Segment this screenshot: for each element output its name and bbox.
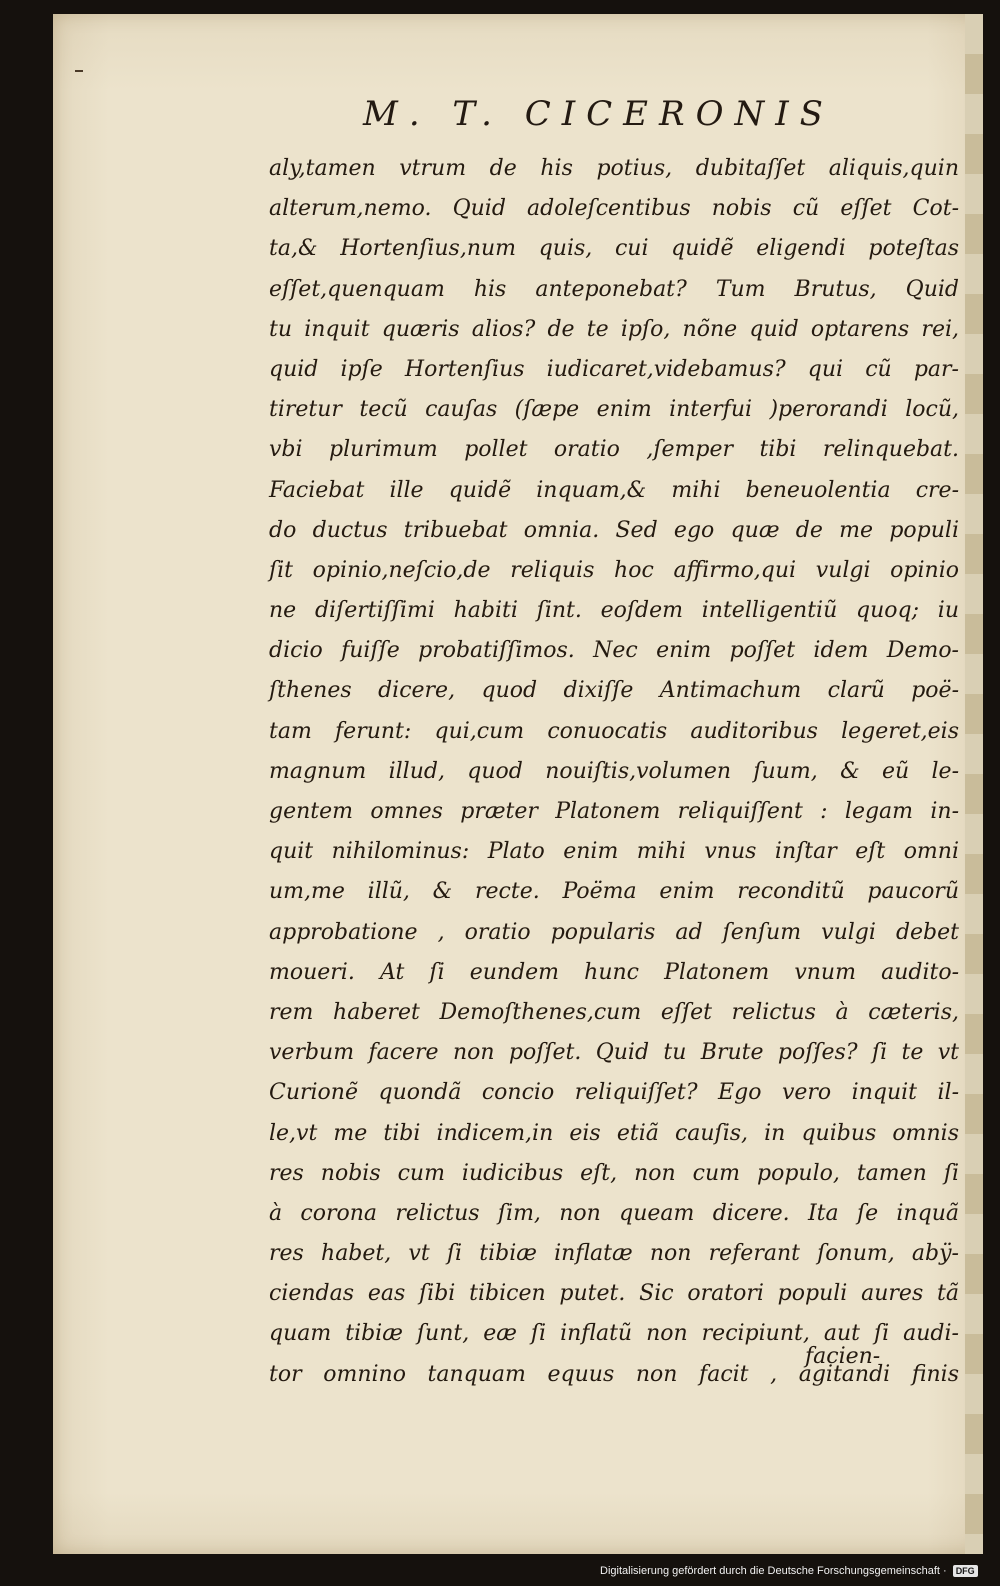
text-line: Curionẽ quondã concio reliquiſſet? Ego vero inquit il- [269, 1080, 959, 1106]
text-line: verbum facere non poſſet. Quid tu Brute poſſes? ſi te vt [269, 1040, 959, 1066]
text-line: tam ferunt: qui,cum conuocatis auditoribus legeret,eis [269, 718, 959, 744]
text-line: ſit opinio,neſcio,de reliquis hoc affirmo,qui vulgi opinio [269, 557, 959, 583]
text-line: ne diſertiſſimi habiti ſint. eoſdem intelligentiũ quoq; iu [269, 598, 959, 624]
text-line: res habet, vt ſi tibiæ inflatæ non referant ſonum, abÿ- [269, 1241, 959, 1267]
text-line: dicio fuiſſe probatiſſimos. Nec enim poſſet idem Demo- [269, 638, 959, 664]
text-line: quit nihilominus: Plato enim mihi vnus inſtar eſt omni [269, 839, 959, 865]
text-line: tiretur tecũ cauſas (ſæpe enim interfui )perorandi locũ, [269, 397, 959, 423]
text-line: Faciebat ille quidẽ inquam,& mihi beneuolentia cre- [269, 477, 959, 503]
text-line: vbi plurimum pollet oratio ,ſemper tibi relinquebat. [269, 437, 959, 463]
text-line: ta,& Hortenſius,num quis, cui quidẽ eligendi poteſtas [269, 236, 959, 262]
page-edge [965, 14, 983, 1554]
text-line: eſſet,quenquam his anteponebat? Tum Brutus, Quid [269, 276, 959, 302]
body-text [269, 149, 959, 1395]
book-page [53, 14, 983, 1554]
page-mark [75, 70, 83, 72]
text-line: le,vt me tibi indicem,in eis etiã cauſis, in quibus omnis [269, 1120, 959, 1146]
catchword: facien- [805, 1344, 881, 1369]
text-line: um,me illũ, & recte. Poëma enim reconditũ paucorũ [269, 879, 959, 905]
text-line: gentem omnes præter Platonem reliquiſſent : legam in- [269, 799, 959, 824]
digitization-footer [600, 1562, 978, 1580]
footer-text: Digitalisierung gefördert durch die Deutsche Forschungsgemeinschaft · [600, 1565, 947, 1577]
text-line: res nobis cum iudicibus eſt, non cum populo, tamen ſi [269, 1160, 959, 1186]
text-line: alterum,nemo. Quid adoleſcentibus nobis cũ eſſet Cot- [269, 196, 959, 222]
text-line: quam tibiæ ſunt, eæ ſi inflatũ non recipiunt, aut ſi audi- [269, 1321, 959, 1347]
text-line: ſthenes dicere, quod dixiſſe Antimachum clarũ poë- [269, 678, 959, 704]
text-line: magnum illud, quod nouiſtis,volumen ſuum, & eũ le- [269, 758, 959, 784]
text-line: tu inquit quæris alios? de te ipſo, nõne quid optarens rei, [269, 316, 959, 342]
text-line: quid ipſe Hortenſius iudicaret,videbamus? qui cũ par- [269, 356, 959, 382]
text-line: do ductus tribuebat omnia. Sed ego quæ de me populi [269, 517, 959, 543]
text-line: rem haberet Demoſthenes,cum eſſet relictus à cæteris, [269, 999, 959, 1025]
text-line: à corona relictus ſim, non queam dicere. Ita ſe inquã [269, 1200, 959, 1226]
text-line: ciendas eas ſibi tibicen putet. Sic oratori populi aures tã [269, 1281, 959, 1307]
text-line: approbatione , oratio popularis ad ſenſum vulgi debet [269, 919, 959, 945]
dfg-logo-icon: DFG [953, 1565, 978, 1577]
text-line: tor omnino tanquam equus non facit , agitandi finis [269, 1361, 959, 1387]
running-head: M. T. CICERONIS [363, 94, 834, 134]
text-line: aly,tamen vtrum de his potius, dubitaſſet aliquis,quin [269, 156, 959, 181]
text-line: moueri. At ſi eundem hunc Platonem vnum audito- [269, 959, 959, 985]
